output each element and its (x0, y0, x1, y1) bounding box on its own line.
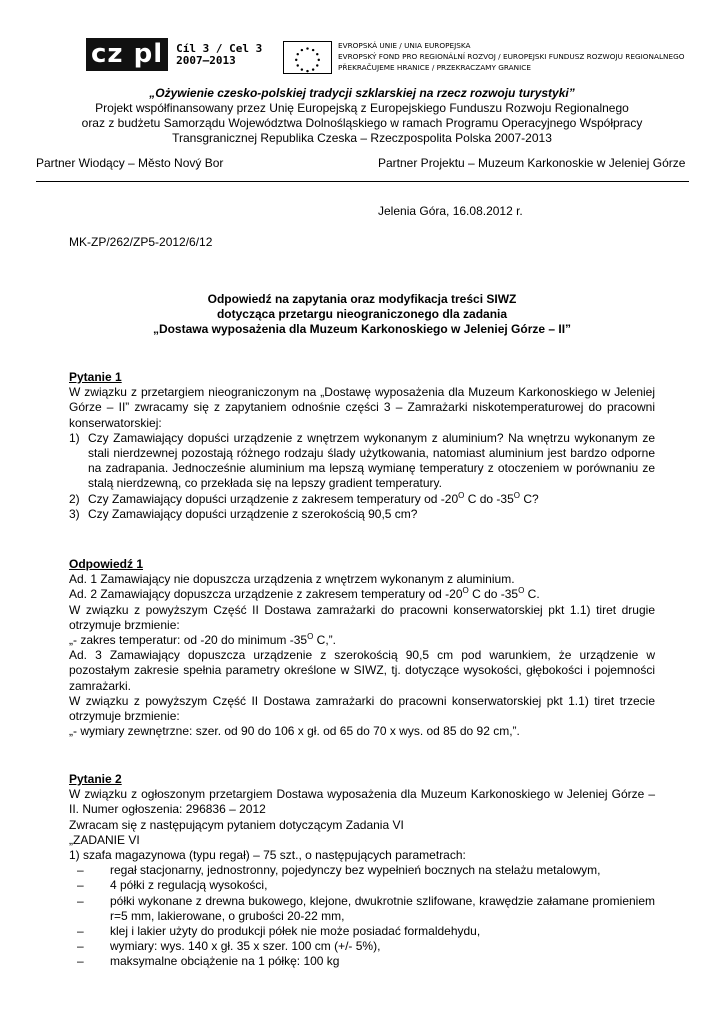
project-motto: „Ożywienie czesko-polskiej tradycji szklarskiej na rzecz rozwoju turystyki” (149, 86, 575, 100)
cil-line2: 2007–2013 (176, 53, 236, 67)
degree-sup: O (462, 586, 469, 596)
list-item-text: maksymalne obciążenie na 1 półkę: 100 kg (110, 954, 340, 969)
question-2-line2: Zwracam się z następującym pytaniem dotyczącym Zadania VI (69, 817, 404, 832)
dash-bullet: – (77, 939, 84, 954)
ad2-text-c: C. (524, 587, 540, 602)
list-item (69, 894, 655, 924)
ad2-text-a: Ad. 2 Zamawiający dopuszcza urządzenie z zakresem temperatury od -20 (69, 587, 463, 602)
answer-1-heading: Odpowiedź 1 (69, 557, 144, 571)
partner-project: Partner Projektu – Muzeum Karkonoskie w Jeleniej Górze (378, 156, 686, 170)
degree-sup: O (458, 490, 465, 500)
answer-1-section (69, 557, 655, 739)
eu-line3: PŘEKRAČUJEME HRANICE / PRZEKRACZAMY GRANICE (338, 63, 531, 72)
project-line1: Projekt współfinansowany przez Unię Europejską z Europejskiego Funduszu Rozwoju Regionalnego (95, 101, 629, 115)
question-1-section (69, 370, 655, 522)
dash-bullet: – (77, 863, 84, 878)
dash-bullet: – (77, 924, 84, 939)
answer-1-ad1: Ad. 1 Zamawiający nie dopuszcza urządzenia z wnętrzem wykonanym z aluminium. (69, 572, 515, 587)
list-item-text: Czy Zamawiający dopuści urządzenie z wnętrzem wykonanym z aluminium? Na wnętrzu wykonanym ze stali nierdzewnej pozostają różnego rodzaju ślady użytkowania, natomiast aluminium jest bardzo odporne na zadrapania. Jednocześnie aluminium ma lepszą wymianę temperatury z otoczeniem w porównaniu ze stalą nierdzewną, co przekłada się na lepszy gradient temperatury. (88, 430, 655, 491)
eu-line1: EVROPSKÁ UNIE / UNIA EUROPEJSKA (338, 41, 471, 50)
header-divider (36, 181, 689, 182)
question-1-heading: Pytanie 1 (69, 370, 122, 384)
place-date: Jelenia Góra, 16.08.2012 r. (378, 204, 523, 218)
reference-number: MK-ZP/262/ZP5-2012/6/12 (69, 235, 213, 249)
list-item-text: wymiary: wys. 140 x gł. 35 x szer. 100 cm (+/- 5%), (110, 939, 381, 954)
question-1-list (69, 431, 655, 522)
question-2-heading: Pytanie 2 (69, 772, 122, 786)
question-2-line3: „ZADANIE VI (69, 832, 140, 847)
czpl-logo (86, 38, 262, 71)
list-item (69, 431, 655, 492)
list-item-text-c: C? (519, 491, 539, 506)
eu-fund-label (338, 40, 684, 73)
list-item-text: 4 półki z regulacją wysokości, (110, 878, 268, 893)
cil-line1: Cíl 3 / Cel 3 (176, 41, 263, 55)
list-item-text: Czy Zamawiający dopuści urządzenie z szerokością 90,5 cm? (88, 506, 418, 521)
list-item (69, 507, 655, 522)
title-line2: dotycząca przetargu nieograniczonego dla zadania (216, 307, 508, 321)
list-item-text: klej i lakier użyty do produkcji półek nie może posiadać formaldehydu, (110, 924, 481, 939)
answer-1-ad2-cont: W związku z powyższym Część II Dostawa zamrażarki do pracowni konserwatorskiej pkt 1.1) tiret drugie otrzymuje brzmienie: (69, 602, 655, 632)
question-2-intro: W związku z ogłoszonym przetargiem Dostawa wyposażenia dla Muzeum Karkonoskiego w Jeleniej Górze – II. Numer ogłoszenia: 296836 – 2012 (69, 787, 655, 817)
project-line3: Transgranicznej Republika Czeska – Rzeczpospolita Polska 2007-2013 (172, 131, 552, 145)
question-2-bullets (69, 863, 655, 969)
list-item-text-a: Czy Zamawiający dopuści urządzenie z zakresem temperatury od -20 (88, 491, 459, 506)
answer-1-ad2-quote (69, 633, 655, 648)
degree-sup: O (513, 490, 520, 500)
list-item-number: 3) (69, 506, 80, 521)
dash-bullet: – (77, 878, 84, 893)
title-line1: Odpowiedź na zapytania oraz modyfikacja treści SIWZ (207, 292, 517, 306)
answer-1-ad3-quote: „- wymiary zewnętrzne: szer. od 90 do 106 x gł. od 65 do 70 x wys. od 85 do 92 cm,”. (69, 724, 520, 739)
title-line3: „Dostawa wyposażenia dla Muzeum Karkonoskiego w Jeleniej Górze – II” (152, 322, 572, 336)
list-item-number: 1) (69, 430, 80, 445)
eu-line2: EVROPSKÝ FOND PRO REGIONÁLNÍ ROZVOJ / EUROPEJSKI FUNDUSZ ROZWOJU REGIONALNEGO (338, 52, 685, 61)
list-item (69, 878, 655, 893)
project-line2: oraz z budżetu Samorządu Województwa Dolnośląskiego w ramach Programu Operacyjnego Współpracy (81, 116, 643, 130)
ad2-quote-b: C,”. (313, 633, 336, 648)
cil-program-label (176, 43, 262, 67)
question-2-line4: 1) szafa magazynowa (typu regał) – 75 szt., o następujących parametrach: (69, 848, 466, 863)
list-item-text: półki wykonane z drewna bukowego, klejone, dwukrotnie szlifowane, krawędzie załamane promieniem r=5 mm, lakierowane, o grubości 20-22 mm, (110, 893, 655, 923)
answer-1-ad2 (69, 587, 655, 602)
question-2-section (69, 772, 655, 970)
list-item (69, 924, 655, 939)
ad2-text-b: C do -35 (468, 587, 519, 602)
list-item (69, 954, 655, 969)
czpl-logo-mark: cz pl (86, 38, 168, 71)
answer-1-ad3: Ad. 3 Zamawiający dopuszcza urządzenie z szerokością 90,5 cm pod warunkiem, że urządzenie w pozostałym zakresie spełnia parametry określone w SIWZ, tj. dotyczące wysokości, głębokości i pojemności zamrażarki. (69, 648, 655, 693)
list-item (69, 939, 655, 954)
answer-1-ad3-cont: W związku z powyższym Część II Dostawa zamrażarki do pracowni konserwatorskiej pkt 1.1) tiret trzecie otrzymuje brzmienie: (69, 693, 655, 724)
list-item-text: regał stacjonarny, jednostronny, pojedynczy bez wypełnień bocznych na stelażu metalowym, (110, 863, 601, 878)
partner-lead: Partner Wiodący – Město Nový Bor (36, 156, 224, 170)
list-item-text-b: C do -35 (464, 491, 514, 506)
degree-sup: O (518, 586, 525, 596)
list-item (69, 492, 655, 507)
eu-flag-icon (283, 41, 332, 74)
degree-sup: O (307, 632, 314, 642)
question-1-intro: W związku z przetargiem nieograniczonym na „Dostawę wyposażenia dla Muzeum Karkonoskiego w Jeleniej Górze – II” zwracamy się z zapytaniem odnośnie części 3 – Zamrażarki niskotemperaturowej do pracowni konserwatorskiej: (69, 385, 655, 430)
dash-bullet: – (77, 954, 84, 969)
ad2-quote-a: „- zakres temperatur: od -20 do minimum -35 (69, 633, 308, 648)
list-item-number: 2) (69, 491, 80, 506)
dash-bullet: – (77, 893, 84, 908)
list-item (69, 863, 655, 878)
